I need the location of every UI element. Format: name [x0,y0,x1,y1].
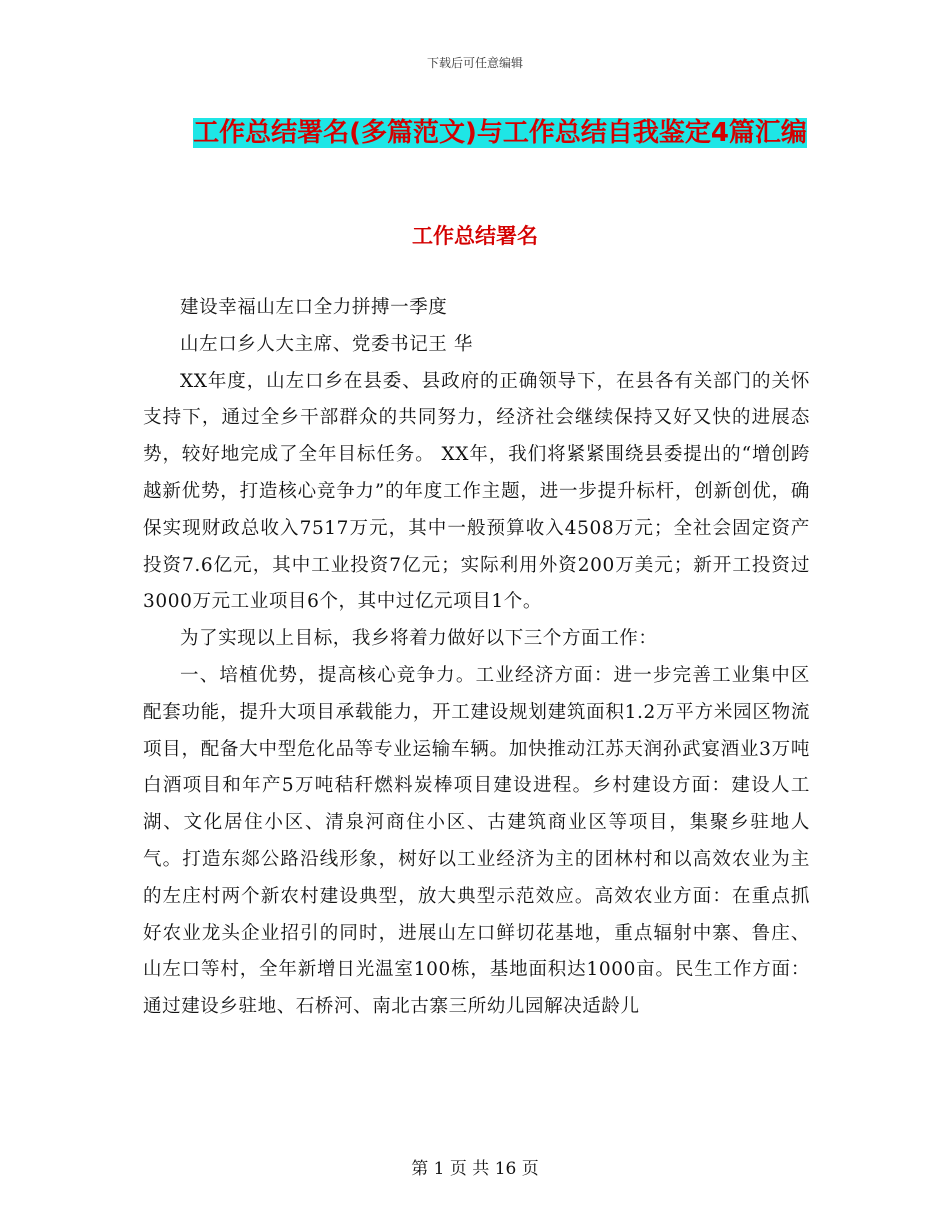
paragraph-heading: 建设幸福山左口全力拼搏一季度 [180,297,448,318]
document-title-text: 工作总结署名(多篇范文)与工作总结自我鉴定4篇汇编 [193,118,807,148]
paragraph-author: 山左口乡人大主席、党委书记王 华 [180,333,473,355]
header-note: 下载后可任意编辑 [426,56,523,70]
paragraph: 为了实现以上目标，我乡将着力做好以下三个方面工作： [180,628,658,650]
page-footer: 第 1 页 共 16 页 [411,1159,539,1179]
paragraph: XX年度，山左口乡在县委、县政府的正确领导下，在县各有关部门的关怀支持下，通过全乡干部群众的共同努力，经济社会继续保持又好又快的进展态势，较好地完成了全年目标任务。 XX年，我们将紧紧围绕县委提出的“增创跨越新优势，打造核心竞争力”的年度工作主题，进一步提升标杆，创新创优，确保实现财政总收入7517万元，其中一般预算收入4508万元；全社会固定资产投资7.6亿元，其中工业投资7亿元；实际利用外资200万美元；新开工投资过3000万元工业项目6个，其中过亿元项目1个。 [143,370,810,613]
document-body [143,290,810,1026]
document-title [180,110,820,156]
paragraph: 一、培植优势，提高核心竞争力。工业经济方面：进一步完善工业集中区配套功能，提升大项目承载能力，开工建设规划建筑面积1.2万平方米园区物流项目，配备大中型危化品等专业运输车辆。加快推动江苏天润孙武宴酒业3万吨白酒项目和年产5万吨秸秆燃料炭棒项目建设进程。乡村建设方面：建设人工湖、文化居住小区、清泉河商住小区、古建筑商业区等项目，集聚乡驻地人气。打造东郯公路沿线形象，树好以工业经济为主的团林村和以高效农业为主的左庄村两个新农村建设典型，放大典型示范效应。高效农业方面：在重点抓好农业龙头企业招引的同时，进展山左口鲜切花基地，重点辐射中寨、鲁庄、山左口等村，全年新增日光温室100栋，基地面积达1000亩。民生工作方面：通过建设乡驻地、石桥河、南北古寨三所幼儿园解决适龄儿 [143,664,810,1018]
section-title: 工作总结署名 [412,224,538,248]
